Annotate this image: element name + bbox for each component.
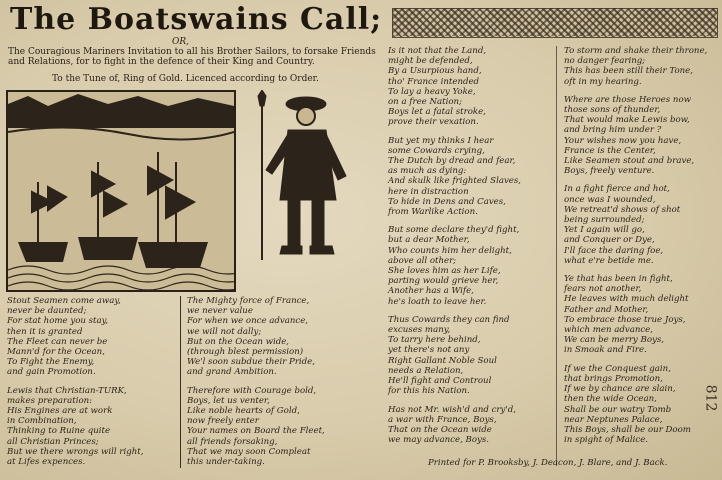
verse-line: never be daunted; <box>7 306 87 317</box>
ships-woodcut-image <box>6 90 236 292</box>
verse-line: To Fight the Enemy, <box>7 357 95 368</box>
verse-line: Like Seamen stout and brave, <box>564 156 695 167</box>
verse-line: The Mighty force of France, <box>187 296 310 306</box>
verse-line: Right Gallant Noble Soul <box>388 355 497 366</box>
verse-line: That would make Lewis bow, <box>564 115 690 126</box>
verse-line: above all other; <box>388 255 457 266</box>
verse-line: Your names on Board the Fleet, <box>187 426 325 437</box>
verse-line: we may advance, Boys. <box>388 435 490 446</box>
verse-line: near Neptunes Palace, <box>564 414 663 425</box>
verse-line: needs a Relation, <box>388 365 464 376</box>
verse-line: France is the Center, <box>564 145 656 156</box>
printer-imprint: Printed for P. Brooksby, J. Deacon, J. Blare, and J. Back. <box>428 458 668 468</box>
verse-line: His Engines are at work <box>7 406 113 417</box>
verse-line: we never value <box>187 306 253 317</box>
verse-line: But some declare they'd fight, <box>388 225 520 236</box>
verse-line: This has been still their Tone, <box>564 66 693 77</box>
verse-line: then it is granted <box>7 326 83 337</box>
verse-line: a war with France, Boys, <box>388 414 497 425</box>
stanza-gap <box>187 378 325 386</box>
verse-line: then the wide Ocean, <box>564 394 657 405</box>
verse-line: those sons of thunder, <box>564 105 661 116</box>
verse-line: Like noble hearts of Gold, <box>187 406 300 417</box>
verse-line: excuses many, <box>388 325 451 336</box>
verse-line: on a free Nation; <box>388 97 462 108</box>
verse-line: and Conquer or Dye, <box>564 235 655 246</box>
verse-line: and bring him under ? <box>564 125 662 136</box>
verse-line: Thus Cowards they can find <box>388 314 510 325</box>
page-title: The Boatswains Call; <box>10 2 383 37</box>
verse-line: Is it not that the Land, <box>388 46 487 56</box>
stanza-gap <box>388 397 521 405</box>
verse-line: prove their vexation. <box>388 117 479 128</box>
verse-line: oft in my hearing. <box>564 76 642 87</box>
verse-line: By a Usurpious hand, <box>388 66 482 77</box>
verse-line: The Fleet can never be <box>7 336 108 347</box>
invitation-text: The Couragious Mariners Invitation to all his Brother Sailors, to forsake Friends and Relations, for to fight in the defence of their King and Country. <box>8 47 376 67</box>
verse-line: He leaves with much delight <box>564 294 689 305</box>
verse-line: To storm and shake their throne, <box>564 46 708 56</box>
verse-line: no danger fearing; <box>564 56 646 67</box>
verse-line: In a fight fierce and hot, <box>564 184 670 195</box>
stanza-gap <box>7 378 143 386</box>
verse-line: Another has a Wife, <box>388 286 474 297</box>
verse-line: this under-taking. <box>187 457 265 468</box>
verse-line: Therefore with Courage bold, <box>187 385 317 396</box>
verse-line: Yet I again will go, <box>564 225 645 236</box>
column-divider-right <box>556 46 557 466</box>
verse-line: Stout Seamen come away, <box>7 296 121 306</box>
verse-line: Boys let a fatal stroke, <box>388 107 486 118</box>
verse-line: Your wishes now you have, <box>564 135 682 146</box>
column-divider <box>180 296 181 468</box>
verse-line: yet there's not any <box>388 345 470 356</box>
verse-line: in Smoak and Fire. <box>564 345 647 356</box>
stanza-gap <box>388 128 521 136</box>
boatswain-figure-woodcut <box>240 90 356 262</box>
verse-line: which men advance, <box>564 325 653 336</box>
verse-line: Boys, freely venture. <box>564 166 655 177</box>
verse-line: Has not Mr. wish'd and cry'd, <box>388 404 516 415</box>
stanza-gap <box>564 266 707 274</box>
ornament-overlay <box>392 8 716 36</box>
verse-line: all Christian Princes; <box>7 436 99 447</box>
verse-line: We retreat'd shows of shot <box>564 204 681 215</box>
boatswain-figure-svg <box>240 90 356 262</box>
verse-line: but a dear Mother, <box>388 235 470 246</box>
verse-line: we will not dally; <box>187 326 262 337</box>
verse-line: tho' France intended <box>388 76 480 87</box>
verse-line: in spight of Malice. <box>564 435 649 446</box>
verse-line: She loves him as her Life, <box>388 266 501 277</box>
verse-line: That we may soon Compleat <box>187 446 311 457</box>
verse-line: Thinking to Ruine quite <box>7 426 111 437</box>
verse-line: what e're betide me. <box>564 255 654 266</box>
verse-column-2 <box>187 296 325 467</box>
verse-line: Boys, let us venter, <box>187 395 270 406</box>
stanza-gap <box>564 176 707 184</box>
stanza-gap <box>564 87 707 95</box>
verse-line: fears not another, <box>564 284 642 295</box>
stanza-gap <box>388 307 521 315</box>
verse-line: We can be merry Boys, <box>564 335 664 346</box>
verse-column-3 <box>388 46 521 445</box>
verse-line: If we the Conquest gain, <box>564 363 671 374</box>
verse-line: now freely enter <box>187 416 259 427</box>
verse-line: And skulk like frighted Slaves, <box>388 176 522 187</box>
verse-line: Where are those Heroes now <box>564 94 691 105</box>
verse-line: But yet my thinks I hear <box>388 135 494 146</box>
verse-line: To hide in Dens and Caves, <box>388 196 506 207</box>
verse-line: makes preparation: <box>7 395 93 406</box>
verse-line: He'll fight and Controul <box>388 376 492 387</box>
verse-line: Who counts him her delight, <box>388 245 512 256</box>
verse-line: For stat home you stay, <box>7 316 109 327</box>
verse-line: This Boys, shall be our Doom <box>564 424 691 435</box>
verse-column-1 <box>7 296 143 467</box>
ships-woodcut-svg <box>8 92 234 290</box>
shelfmark-number: 812 <box>702 384 719 412</box>
verse-line: in Combination, <box>7 416 77 427</box>
verse-line: But on the Ocean wide, <box>187 336 290 347</box>
verse-line: Lewis that Christian-TURK, <box>7 385 127 396</box>
verse-line: I'll face the daring foe, <box>564 245 664 256</box>
verse-line: some Cowards crying, <box>388 145 485 156</box>
verse-line: To tarry here behind, <box>388 335 481 346</box>
verse-line: To lay a heavy Yoke, <box>388 86 476 97</box>
verse-line: he's loath to leave her. <box>388 296 487 307</box>
verse-line: To embrace those true Joys, <box>564 314 686 325</box>
verse-line: all friends forsaking, <box>187 436 278 447</box>
verse-line: might be defended, <box>388 56 473 67</box>
stanza-gap <box>388 217 521 225</box>
verse-line: Mann'd for the Ocean, <box>7 347 105 358</box>
verse-line: But we there wrongs will right, <box>7 446 144 457</box>
verse-line: If we by chance are slain, <box>564 384 676 395</box>
verse-line: parting would grieve her, <box>388 276 499 287</box>
stanza-gap <box>564 356 707 364</box>
subtitle-or: OR, <box>172 37 190 47</box>
verse-line: Father and Mother, <box>564 304 649 315</box>
verse-line: We'l soon subdue their Pride, <box>187 357 316 368</box>
verse-line: For when we once advance, <box>187 316 309 327</box>
verse-line: as much as dying: <box>388 166 467 177</box>
verse-line: here in distraction <box>388 186 469 197</box>
verse-line: that brings Promotion, <box>564 373 663 384</box>
verse-line: That on the Ocean wide <box>388 424 492 435</box>
verse-column-4 <box>564 46 707 445</box>
verse-line: and gain Promotion. <box>7 367 96 378</box>
verse-line: and grand Ambition. <box>187 367 277 378</box>
verse-line: (through blest permission) <box>187 347 304 358</box>
tune-line: To the Tune of, Ring of Gold. Licenced according to Order. <box>52 74 319 84</box>
verse-line: Shall be our watry Tomb <box>564 404 672 415</box>
verse-line: The Dutch by dread and fear, <box>388 156 516 167</box>
verse-line: for this his Nation. <box>388 386 470 397</box>
verse-line: being surrounded; <box>564 215 645 226</box>
verse-line: once was I wounded, <box>564 194 656 205</box>
verse-line: Ye that has been in fight, <box>564 274 673 285</box>
verse-line: from Warlike Action. <box>388 207 478 218</box>
verse-line: at Lifes expences. <box>7 457 86 468</box>
